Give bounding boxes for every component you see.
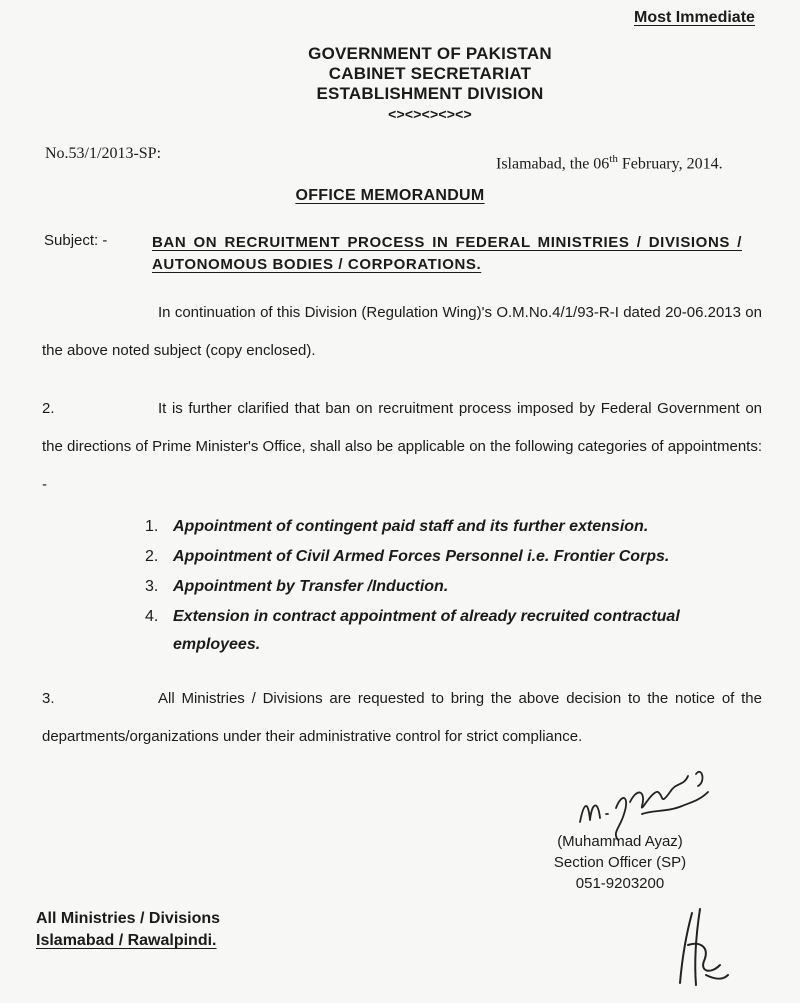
list-item: [145, 541, 757, 571]
date-place: Islamabad, the 06: [496, 155, 610, 173]
initials-signature: [670, 905, 740, 990]
letterhead-line-secretariat: CABINET SECRETARIAT: [328, 64, 532, 83]
list-item-text: Appointment of contingent paid staff and its further extension.: [173, 518, 649, 535]
date-suffix: th: [609, 153, 618, 165]
paragraph-2-number: 2.: [42, 400, 55, 417]
subject-label: Subject: -: [44, 232, 108, 249]
signatory-name: (Muhammad Ayaz): [557, 833, 683, 850]
subject-text: BAN ON RECRUITMENT PROCESS IN FEDERAL MINISTRIES / DIVISIONS / AUTONOMOUS BODIES / CORPORATIONS.: [152, 234, 742, 273]
list-item: [145, 571, 757, 601]
memo-title: OFFICE MEMORANDUM: [295, 187, 485, 204]
letterhead-line-government: GOVERNMENT OF PAKISTAN: [308, 44, 552, 63]
list-item-number: 1.: [145, 518, 159, 535]
addressee-line-1: All Ministries / Divisions: [36, 910, 221, 927]
paragraph-2-text: It is further clarified that ban on recruitment process imposed by Federal Government on the directions of Prime Minister's Office, shall also be applicable on the following categories of appointments: -: [42, 400, 762, 493]
list-item: [145, 511, 757, 541]
date-rest: February, 2014.: [617, 155, 723, 173]
signatory-designation: Section Officer (SP): [553, 854, 687, 871]
list-item: [145, 601, 757, 659]
list-item-number: 2.: [145, 548, 159, 565]
priority-label: Most Immediate: [634, 9, 755, 26]
addressee-line-2: Islamabad / Rawalpindi.: [36, 932, 217, 949]
letterhead: [0, 44, 800, 124]
list-item-text: Appointment by Transfer /Induction.: [173, 578, 449, 595]
list-item-number: 3.: [145, 578, 159, 595]
paragraph-3-text: All Ministries / Divisions are requested to bring the above decision to the notice of the departments/organizations under their administrative control for strict compliance.: [42, 690, 762, 745]
appointment-categories-list: [145, 511, 757, 659]
letterhead-ornament: <><><><><>: [388, 106, 472, 122]
paragraph-1-text: In continuation of this Division (Regulation Wing)'s O.M.No.4/1/93-R-I dated 20-06.2013 on the above noted subject (copy enclosed).: [42, 304, 762, 359]
list-item-number: 4.: [145, 608, 159, 625]
handwritten-signature: [572, 762, 732, 842]
signature-block: [530, 831, 710, 894]
addressee-block: [36, 908, 220, 952]
paragraph-1: [42, 294, 762, 370]
memo-date: [496, 153, 723, 173]
paragraph-2: [42, 390, 762, 504]
list-item-text: Appointment of Civil Armed Forces Personnel i.e. Frontier Corps.: [173, 548, 670, 565]
list-item-text: Extension in contract appointment of already recruited contractual employees.: [173, 608, 680, 653]
signatory-phone: 051-9203200: [575, 875, 665, 892]
letterhead-line-division: ESTABLISHMENT DIVISION: [316, 84, 544, 103]
reference-number: No.53/1/2013-SP:: [45, 145, 162, 162]
paragraph-3-number: 3.: [42, 690, 55, 707]
paragraph-3: [42, 680, 762, 756]
